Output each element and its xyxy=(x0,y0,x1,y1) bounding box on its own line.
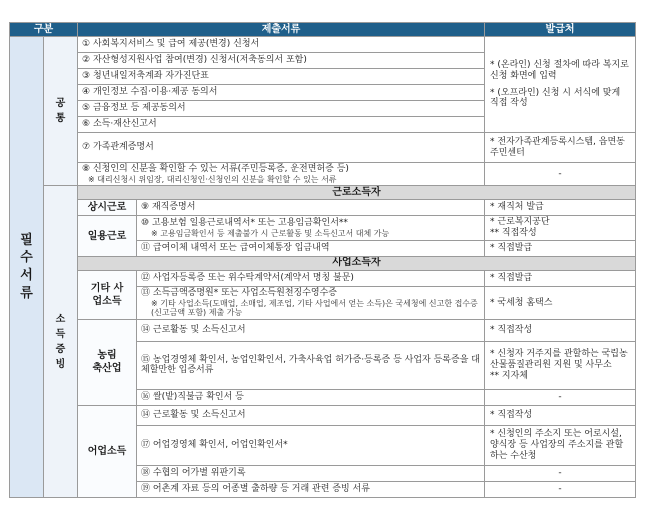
doc-item-12: ⑫ 사업자등록증 또는 위수탁계약서(계약서 명칭 불문) xyxy=(137,270,485,286)
issuer-11: * 직접발급 xyxy=(485,240,636,256)
issuer-16: - xyxy=(485,389,636,405)
common-label: 공통 xyxy=(44,37,78,186)
issuer-7: * 전자가족관계등록시스템, 읍면동 주민센터 xyxy=(485,133,636,163)
doc-item-15: ⑮ 농업경영체 확인서, 농업인확인서, 가축사육업 허가증·등록증 등 사업자 등록증을 대체할만한 입증서류 xyxy=(137,341,485,389)
table-row xyxy=(10,186,636,200)
doc-item-8-note: ※ 대리신청시 위임장, 대리신청인·신청인의 신분을 확인할 수 있는 서류 xyxy=(88,174,337,184)
table-row xyxy=(10,163,636,186)
doc-item-16: ⑯ 쌀(밭)직불금 확인서 등 xyxy=(137,389,485,405)
doc-item-2: ② 자산형성지원사업 참여(변경) 신청서(저축동의서 포함) xyxy=(78,53,485,69)
issuer-17: * 신청인의 주소지 또는 어로시설, 양식장 등 사업장의 주소지를 관할하는 수산청 xyxy=(485,425,636,465)
doc-item-3: ③ 청년내일저축계좌 자가진단표 xyxy=(78,69,485,85)
doc-item-11: ⑪ 급여이체 내역서 또는 급여이체통장 입금내역 xyxy=(137,240,485,256)
doc-item-14a: ⑭ 근로활동 및 소득신고서 xyxy=(137,319,485,341)
doc-item-5: ⑤ 금융정보 등 제공동의서 xyxy=(78,101,485,117)
regular-work-label: 상시근로 xyxy=(78,200,137,216)
table-row xyxy=(10,256,636,270)
farming-livestock-label: 농림 축산업 xyxy=(78,319,137,405)
table-row xyxy=(10,200,636,216)
doc-item-10-note: ※ 고용임금확인서 등 제출불가 시 근로활동 및 소득신고서 대체 가능 xyxy=(151,228,390,238)
income-proof-label: 소득증빙 xyxy=(44,186,78,498)
doc-item-19: ⑲ 어촌계 자료 등의 어종별 출하량 등 거래 관련 증빙 서류 xyxy=(137,481,485,497)
table-row xyxy=(10,216,636,241)
issuer-online-offline: * (온라인) 신청 절차에 따라 복지로 신청 화면에 입력 * (오프라인) 신청 시 서식에 맞게 직접 작성 xyxy=(485,37,636,133)
table-row xyxy=(10,319,636,341)
issuer-18: - xyxy=(485,465,636,481)
table-row xyxy=(10,37,636,53)
issuer-12: * 직접발급 xyxy=(485,270,636,286)
table-header xyxy=(10,23,636,37)
doc-item-1: ① 사회복지서비스 및 급여 제공(변경) 신청서 xyxy=(78,37,485,53)
doc-item-8: ⑧ 신청인의 신분을 확인할 수 있는 서류(주민등록증, 운전면허증 등) ※ 대리신청시 위임장, 대리신청인·신청인의 신분을 확인할 수 있는 서류 xyxy=(78,163,485,186)
table-row xyxy=(10,133,636,163)
doc-item-6: ⑥ 소득·재산신고서 xyxy=(78,117,485,133)
issuer-9: * 재직처 발급 xyxy=(485,200,636,216)
daily-work-label: 일용근로 xyxy=(78,216,137,257)
table-row xyxy=(10,270,636,286)
required-docs-label: 필수서류 xyxy=(10,37,44,498)
earned-income-section: 근로소득자 xyxy=(78,186,636,200)
doc-item-7: ⑦ 가족관계증명서 xyxy=(78,133,485,163)
issuer-14b: * 직접작성 xyxy=(485,405,636,425)
doc-item-18: ⑱ 수협의 어가별 위판기록 xyxy=(137,465,485,481)
issuer-15: * 신청자 거주지를 관할하는 국립농산물품질관리원 지원 및 사무소 ** 지자체 xyxy=(485,341,636,389)
doc-item-10: ⑩ 고용보험 일용근로내역서* 또는 고용임금확인서** ※ 고용임금확인서 등 제출불가 시 근로활동 및 소득신고서 대체 가능 xyxy=(137,216,485,241)
documents-header: 제출서류 xyxy=(78,23,485,37)
doc-item-9: ⑨ 재직증명서 xyxy=(137,200,485,216)
doc-item-14b: ⑭ 근로활동 및 소득신고서 xyxy=(137,405,485,425)
business-income-section: 사업소득자 xyxy=(78,256,636,270)
issuer-10: * 근로복지공단 ** 직접작성 xyxy=(485,216,636,241)
issuer-14a: * 직접작성 xyxy=(485,319,636,341)
table-row xyxy=(10,405,636,425)
fishery-income-label: 어업소득 xyxy=(78,405,137,497)
doc-item-13-note: ※ 기타 사업소득(도매업, 소매업, 제조업, 기타 사업에서 얻는 소득)은 국세청에 신고한 접수증(신고금액 포함) 제출 가능 xyxy=(151,298,478,318)
issuer-13: * 국세청 홈택스 xyxy=(485,286,636,319)
doc-item-4: ④ 개인정보 수집·이용·제공 동의서 xyxy=(78,85,485,101)
issuer-header: 발급처 xyxy=(485,23,636,37)
issuer-19: - xyxy=(485,481,636,497)
category-header: 구분 xyxy=(10,23,78,37)
doc-item-13: ⑬ 소득금액증명원* 또는 사업소득원천징수영수증 ※ 기타 사업소득(도매업, 소매업, 제조업, 기타 사업에서 얻는 소득)은 국세청에 신고한 접수증(신고금액 포함) 제출 가능 xyxy=(137,286,485,319)
required-documents-table xyxy=(9,22,636,498)
issuer-8: - xyxy=(485,163,636,186)
doc-item-17: ⑰ 어업경영체 확인서, 어업인확인서* xyxy=(137,425,485,465)
other-business-label: 기타 사업소득 xyxy=(78,270,137,319)
